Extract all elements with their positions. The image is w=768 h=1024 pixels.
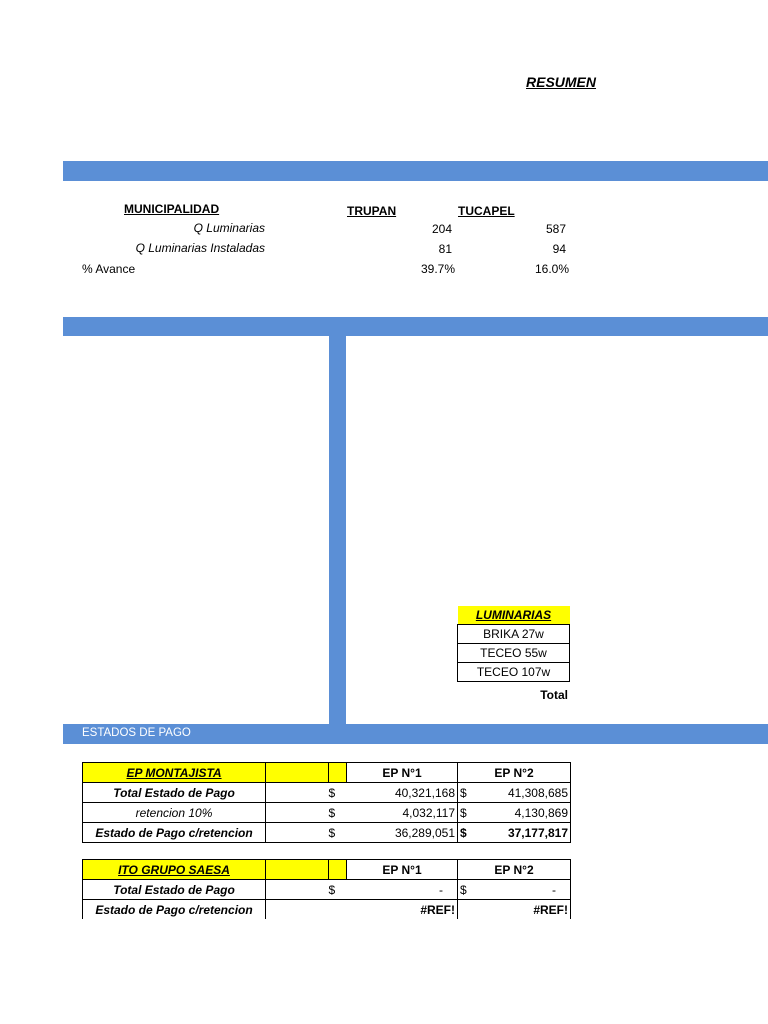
ep2-header: EP N°2 <box>458 860 571 880</box>
currency-symbol: $ <box>328 805 336 820</box>
header-band-middle <box>63 317 768 336</box>
amount-value: 4,130,869 <box>514 805 568 820</box>
row-q-luminarias-label: Q Luminarias <box>193 221 265 235</box>
ep-montajista-header: EP MONTAJISTA <box>83 763 266 783</box>
col-trupan-header: TRUPAN <box>347 204 397 218</box>
row-label: Estado de Pago c/retencion <box>83 900 266 920</box>
highlight-cell <box>266 763 329 783</box>
luminarias-header: LUMINARIAS <box>458 606 570 625</box>
ref-error-value: #REF! <box>347 900 458 920</box>
currency-symbol: $ <box>460 825 467 840</box>
currency-symbol: $ <box>460 785 467 800</box>
amount-value: 41,308,685 <box>507 785 568 800</box>
trupan-q-luminarias: 204 <box>431 222 452 236</box>
tucapel-avance: 16.0% <box>534 262 569 276</box>
row-label: Estado de Pago c/retencion <box>83 823 266 843</box>
highlight-cell <box>329 763 347 783</box>
luminarias-total-label: Total <box>540 688 568 702</box>
luminaria-item: TECEO 107w <box>458 663 570 682</box>
ito-header: ITO GRUPO SAESA <box>83 860 266 880</box>
amount-value: 36,289,051 <box>394 825 455 840</box>
highlight-cell <box>266 860 329 880</box>
currency-symbol: $ <box>328 785 336 800</box>
row-label: Total Estado de Pago <box>83 880 266 900</box>
currency-symbol: $ <box>460 882 467 897</box>
row-avance-label: % Avance <box>82 262 136 276</box>
trupan-q-instaladas: 81 <box>438 242 452 256</box>
municipalidad-header: MUNICIPALIDAD <box>124 202 220 216</box>
vertical-divider-band <box>329 336 346 724</box>
ep2-header: EP N°2 <box>458 763 571 783</box>
luminaria-item: BRIKA 27w <box>458 625 570 644</box>
ref-error-value: #REF! <box>458 900 571 920</box>
col-tucapel-header: TUCAPEL <box>458 204 515 218</box>
amount-value: - <box>439 882 443 897</box>
currency-symbol: $ <box>460 805 467 820</box>
amount-value: 37,177,817 <box>507 825 568 840</box>
row-label: retencion 10% <box>83 803 266 823</box>
ep1-header: EP N°1 <box>347 860 458 880</box>
currency-symbol: $ <box>328 882 336 897</box>
ep1-header: EP N°1 <box>347 763 458 783</box>
header-band-top <box>63 161 768 181</box>
sheet-title: RESUMEN <box>526 74 597 90</box>
amount-value: - <box>552 882 556 897</box>
amount-value: 40,321,168 <box>394 785 455 800</box>
luminaria-item: TECEO 55w <box>458 644 570 663</box>
currency-symbol: $ <box>328 825 336 840</box>
ep-montajista-table <box>82 762 571 843</box>
row-label: Total Estado de Pago <box>83 783 266 803</box>
estados-de-pago-band: ESTADOS DE PAGO <box>63 724 768 744</box>
trupan-avance: 39.7% <box>420 262 455 276</box>
amount-value: 4,032,117 <box>402 805 455 820</box>
row-q-instaladas-label: Q Luminarias Instaladas <box>135 241 265 255</box>
tucapel-q-luminarias: 587 <box>545 222 566 236</box>
luminarias-table <box>457 606 570 682</box>
tucapel-q-instaladas: 94 <box>552 242 566 256</box>
highlight-cell <box>329 860 347 880</box>
ito-grupo-saesa-table <box>82 859 571 919</box>
